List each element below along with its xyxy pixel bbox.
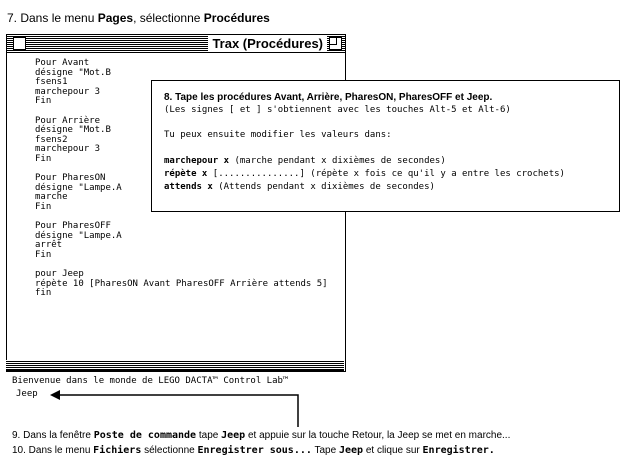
step10-menu-item: Enregistrer sous... <box>197 445 312 456</box>
attends-desc: (Attends pendant x dixièmes de secondes) <box>212 182 435 192</box>
step9-text: 9. Dans la fenêtre <box>12 430 94 441</box>
repete-desc: [...............] (répète x fois ce qu'il y a entre les crochets) <box>207 169 565 179</box>
step9-word: Jeep <box>221 430 246 441</box>
repete-command: répète x <box>164 169 208 179</box>
step10-text: 10. Dans le menu <box>12 445 94 456</box>
attends-command: attends x <box>164 182 213 192</box>
step10-word: Jeep <box>338 445 364 456</box>
step10-menu-name: Fichiers <box>93 445 142 456</box>
step10-text-mid1: sélectionne <box>141 445 198 456</box>
step9-text-mid: tape <box>196 430 222 441</box>
step7-menu-item: Procédures <box>203 11 270 25</box>
command-welcome-text: Bienvenue dans le monde de LEGO DACTA™ Control Lab™ <box>12 376 289 386</box>
step10-button-name: Enregistrer. <box>422 445 495 456</box>
window-title: Trax (Procédures) <box>208 35 327 52</box>
step8-brackets-note: (Les signes [ et ] s'obtiennent avec les touches Alt-5 et Alt-6) <box>164 105 511 115</box>
command-input-text[interactable]: Jeep <box>16 389 38 399</box>
step8-modify-note: Tu peux ensuite modifier les valeurs dans: <box>164 130 392 140</box>
instruction-step-9 <box>12 430 510 441</box>
step7-text-mid: , sélectionne <box>133 11 204 25</box>
marchepour-command: marchepour x <box>164 156 230 166</box>
step8-title: 8. Tape les procédures Avant, Arrière, PharesON, PharesOFF et Jeep. <box>164 92 493 103</box>
step9-text-end: et appuie sur la touche Retour, la Jeep se met en marche... <box>245 430 511 441</box>
step10-text-mid3: et clique sur <box>363 445 423 456</box>
procedures-editor[interactable]: Pour Avant désigne "Mot.B fsens1 marchepour 3 Fin Pour Arrière désigne "Mot.B fsens2 marchepour 3 Fin Pour PharesON désigne "Lampe.A marche Fin Pour PharesOFF désigne "Lampe.A arrêt Fin pour Jeep répète 10 [PharesON Avant PharesOFF Arrière attends 5] fin <box>35 58 328 299</box>
step7-menu-name: Pages <box>97 11 134 25</box>
step7-text: 7. Dans le menu <box>7 11 98 25</box>
marchepour-desc: (marche pendant x dixièmes de secondes) <box>229 156 446 166</box>
instruction-step-10 <box>12 445 495 456</box>
step10-text-mid2: Tape <box>311 445 339 456</box>
step9-window-name: Poste de commande <box>93 430 197 441</box>
